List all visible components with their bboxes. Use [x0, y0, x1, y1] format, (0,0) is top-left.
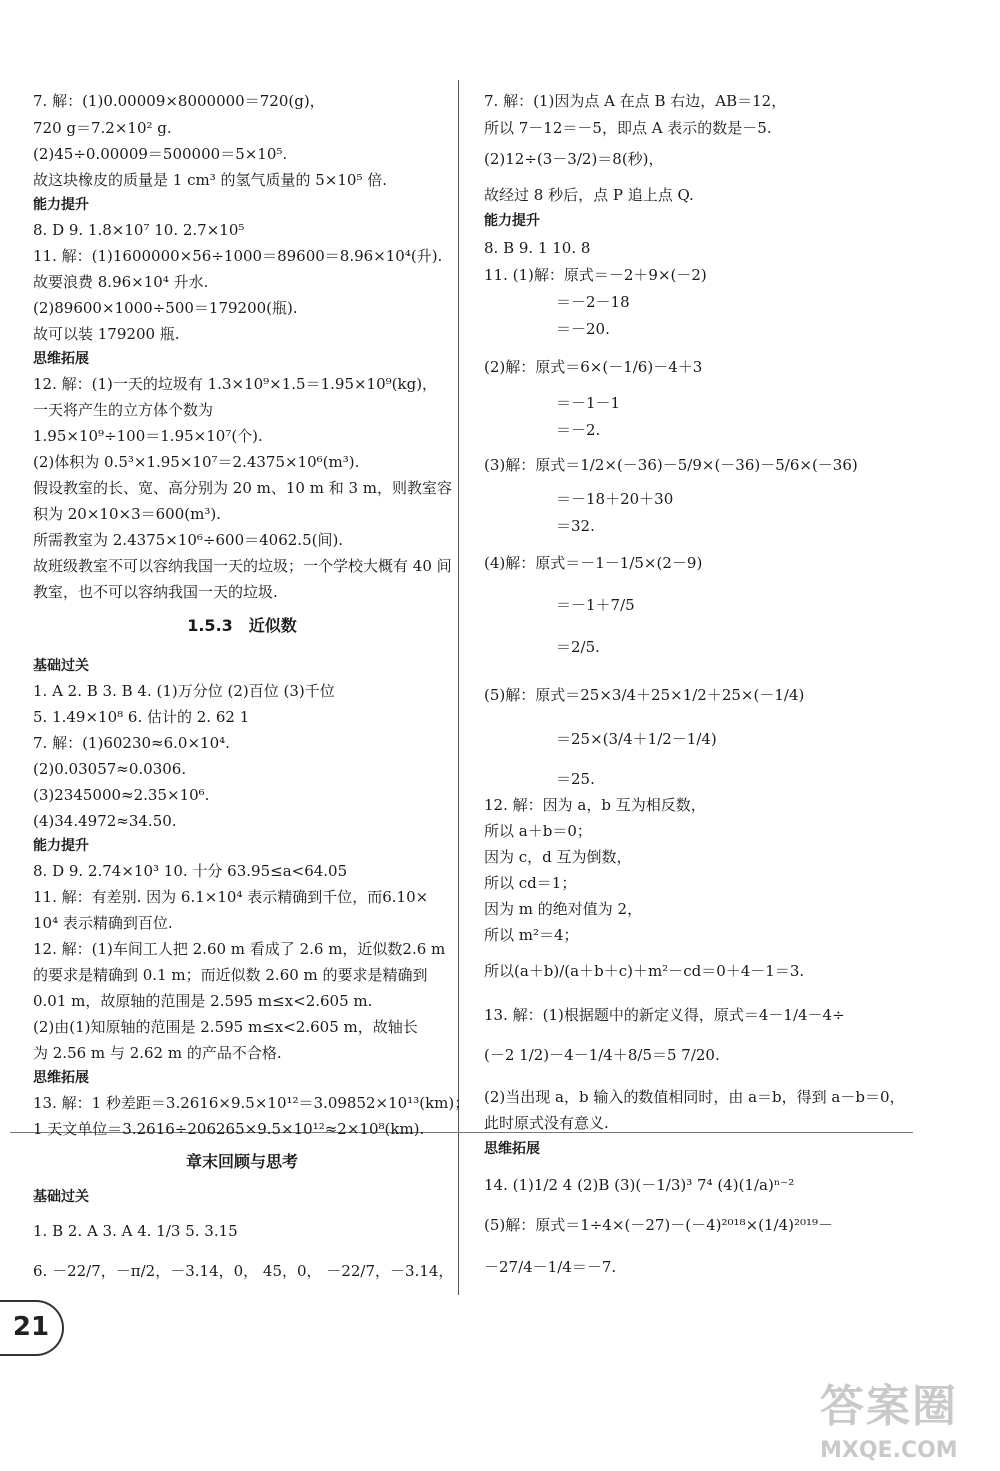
- text-line: 所以 cd＝1；: [484, 874, 577, 892]
- text-line: 为 2.56 m 与 2.62 m 的产品不合格.: [33, 1044, 282, 1062]
- text-line: 一天将产生的立方体个数为: [33, 401, 214, 419]
- text-line: 8. B 9. 1 10. 8: [484, 239, 591, 257]
- text-line: 1. B 2. A 3. A 4. 1/3 5. 3.15: [33, 1222, 238, 1240]
- text-line: 14. (1)1/2 4 (2)B (3)(－1/3)³ 7⁴ (4)(1/a)ⁿ⁻²: [484, 1176, 795, 1194]
- page-number: 21: [0, 1300, 64, 1356]
- text-line: 积为 20×10×3＝600(m³).: [33, 505, 221, 523]
- text-line: (2)由(1)知原轴的范围是 2.595 m≤x<2.605 m，故轴长: [33, 1018, 418, 1036]
- text-line: 11. 解：(1)1600000×56÷1000＝89600＝8.96×10⁴(升).: [33, 247, 443, 265]
- text-line: 7. 解：(1)0.00009×8000000＝720(g)，: [33, 92, 325, 110]
- text-line: ＝－2.: [556, 421, 601, 439]
- text-line: 1. A 2. B 3. B 4. (1)万分位 (2)百位 (3)千位: [33, 682, 335, 700]
- section-heading: 思维拓展: [33, 351, 89, 367]
- watermark-url: MXQE.COM: [820, 1438, 958, 1463]
- text-line: (2)体积为 0.5³×1.95×10⁷＝2.4375×10⁶(m³).: [33, 453, 360, 471]
- text-line: 12. 解：(1)一天的垃圾有 1.3×10⁹×1.5＝1.95×10⁹(kg)，: [33, 375, 438, 393]
- text-line: (2)0.03057≈0.0306.: [33, 760, 187, 778]
- chapter-review-title: 章末回顾与思考: [185, 1152, 298, 1171]
- text-line: 故要浪费 8.96×10⁴ 升水.: [33, 273, 209, 291]
- text-line: ＝－2－18: [556, 293, 630, 311]
- text-line: 1 天文单位＝3.2616÷206265×9.5×10¹²≈2×10⁸(km).: [33, 1120, 425, 1138]
- text-line: (2)12÷(3－3/2)＝8(秒)，: [484, 150, 664, 168]
- text-line: ＝25×(3/4＋1/2－1/4): [556, 730, 717, 748]
- text-line: (4)34.4972≈34.50.: [33, 812, 177, 830]
- text-line: 故班级教室不可以容纳我国一天的垃圾；一个学校大概有 40 间: [33, 557, 452, 575]
- text-line: 8. D 9. 1.8×10⁷ 10. 2.7×10⁵: [33, 221, 245, 239]
- text-line: ＝2/5.: [556, 638, 600, 656]
- section-heading: 思维拓展: [484, 1141, 540, 1157]
- text-line: 10⁴ 表示精确到百位.: [33, 914, 173, 932]
- text-line: 的要求是精确到 0.1 m；而近似数 2.60 m 的要求是精确到: [33, 966, 428, 984]
- text-line: ＝32.: [556, 517, 595, 535]
- text-line: 12. 解：(1)车间工人把 2.60 m 看成了 2.6 m，近似数2.6 m: [33, 940, 446, 958]
- text-line: 5. 1.49×10⁸ 6. 估计的 2. 62 1: [33, 708, 250, 726]
- text-line: (4)解：原式＝－1－1/5×(2－9): [484, 554, 703, 572]
- text-line: 因为 c，d 互为倒数，: [484, 848, 632, 866]
- text-line: 7. 解：(1)60230≈6.0×10⁴.: [33, 734, 230, 752]
- text-line: 1.95×10⁹÷100＝1.95×10⁷(个).: [33, 427, 263, 445]
- section-heading: 思维拓展: [33, 1070, 89, 1086]
- section-heading: 基础过关: [33, 658, 89, 674]
- text-line: 7. 解：(1)因为点 A 在点 B 右边，AB＝12，: [484, 92, 787, 110]
- text-line: 13. 解：(1)根据题中的新定义得，原式＝4－1/4－4÷: [484, 1006, 845, 1024]
- text-line: (－2 1/2)－4－1/4＋8/5＝5 7/20.: [484, 1046, 720, 1064]
- text-line: 故这块橡皮的质量是 1 cm³ 的氢气质量的 5×10⁵ 倍.: [33, 171, 388, 189]
- text-line: (2)解：原式＝6×(－1/6)－4＋3: [484, 358, 703, 376]
- text-line: 所以 7－12＝－5，即点 A 表示的数是－5.: [484, 119, 772, 137]
- text-line: 0.01 m，故原轴的范围是 2.595 m≤x<2.605 m.: [33, 992, 373, 1010]
- text-line: ＝－1－1: [556, 394, 621, 412]
- watermark-logo: [820, 1370, 980, 1465]
- text-line: ＝－20.: [556, 320, 610, 338]
- text-line: (5)解：原式＝1÷4×(－27)－(－4)²⁰¹⁸×(1/4)²⁰¹⁹－: [484, 1216, 834, 1234]
- text-line: 教室，也不可以容纳我国一天的垃圾.: [33, 583, 278, 601]
- section-divider-right: [458, 1132, 913, 1133]
- text-line: (3)2345000≈2.35×10⁶.: [33, 786, 210, 804]
- text-line: 所以(a＋b)/(a＋b＋c)＋m²－cd＝0＋4－1＝3.: [484, 962, 805, 980]
- text-line: (2)45÷0.00009＝500000＝5×10⁵.: [33, 145, 288, 163]
- text-line: 6. －22/7，－π/2，－3.14，0， 45，0， －22/7，－3.14，: [33, 1262, 454, 1280]
- text-line: －27/4－1/4＝－7.: [484, 1258, 617, 1276]
- text-line: ＝－18＋20＋30: [556, 490, 674, 508]
- text-line: 720 g＝7.2×10² g.: [33, 119, 172, 137]
- section-heading: 能力提升: [33, 838, 89, 854]
- text-line: (5)解：原式＝25×3/4＋25×1/2＋25×(－1/4): [484, 686, 805, 704]
- text-line: (3)解：原式＝1/2×(－36)－5/9×(－36)－5/6×(－36): [484, 456, 858, 474]
- text-line: 因为 m 的绝对值为 2，: [484, 900, 643, 918]
- section-heading: 能力提升: [33, 197, 89, 213]
- section-heading: 能力提升: [484, 213, 540, 229]
- text-line: ＝－1＋7/5: [556, 596, 635, 614]
- column-divider: [458, 80, 459, 1295]
- section-title: 1.5.3 近似数: [187, 616, 297, 635]
- text-line: ＝25.: [556, 770, 595, 788]
- text-line: 11. 解：有差别. 因为 6.1×10⁴ 表示精确到千位，而6.10×: [33, 888, 429, 906]
- text-line: 所以 m²＝4；: [484, 926, 579, 944]
- text-line: 12. 解：因为 a，b 互为相反数，: [484, 796, 706, 814]
- section-heading: 基础过关: [33, 1189, 89, 1205]
- text-line: 8. D 9. 2.74×10³ 10. 十分 63.95≤a<64.05: [33, 862, 348, 880]
- text-line: 所以 a＋b＝0；: [484, 822, 592, 840]
- text-line: 所需教室为 2.4375×10⁶÷600＝4062.5(间).: [33, 531, 344, 549]
- watermark-text: 答案圈: [820, 1381, 958, 1432]
- text-line: 11. (1)解：原式＝－2＋9×(－2): [484, 266, 707, 284]
- text-line: (2)当出现 a，b 输入的数值相同时，由 a＝b，得到 a－b＝0，: [484, 1088, 905, 1106]
- text-line: 故可以装 179200 瓶.: [33, 325, 180, 343]
- text-line: 13. 解：1 秒差距＝3.2616×9.5×10¹²＝3.09852×10¹³(km)；: [33, 1094, 470, 1112]
- text-line: 假设教室的长、宽、高分别为 20 m、10 m 和 3 m，则教室容: [33, 479, 452, 497]
- text-line: 故经过 8 秒后，点 P 追上点 Q.: [484, 186, 694, 204]
- text-line: (2)89600×1000÷500＝179200(瓶).: [33, 299, 298, 317]
- text-line: 此时原式没有意义.: [484, 1114, 609, 1132]
